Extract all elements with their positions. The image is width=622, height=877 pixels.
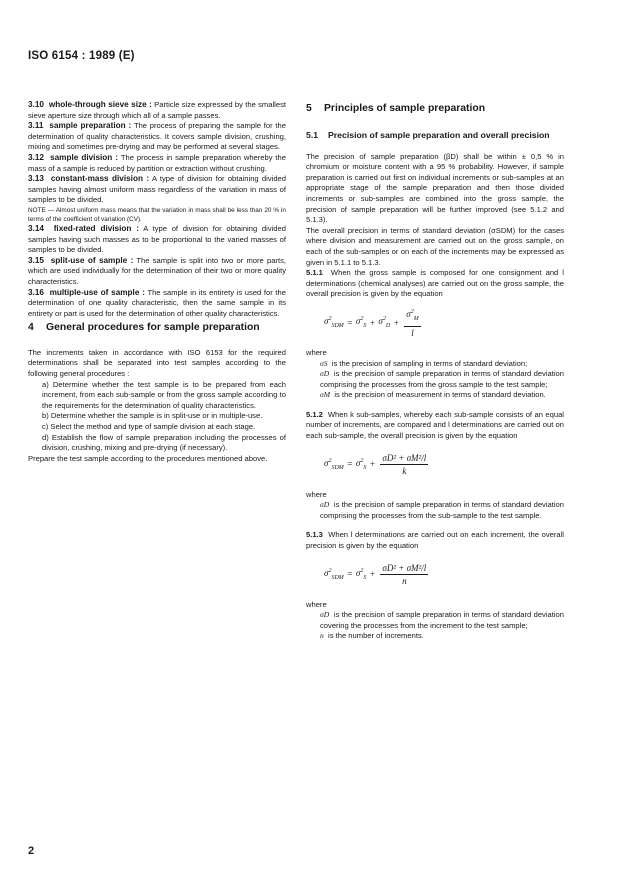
section-4-outro: Prepare the test sample according to the procedures mentioned above. — [28, 453, 268, 463]
section-4-intro: The increments taken in accordance with ISO 6153 for the required determinations shall be separated into test samples according to the following general procedures : — [28, 347, 286, 379]
section-5-1-para-2: The overall precision in terms of standard deviation (σSDM) for the cases where division and measurement are carried out on the gross sample, on each of the sub-samples or on each of the increments may be expressed as given in 5.1.1 to 5.1.3. — [306, 225, 564, 267]
equation-5-1-2: $\sigma^2_{SDM}$ = $\sigma^2_S$ + $\frac{\text{σD² + σM²/l}}{k}$ — [324, 452, 427, 477]
note: NOTE — Almost uniform mass means that the variation in mass shall be less than 20 % in terms of the coefficient of variation (CV). — [28, 206, 286, 223]
definition: σM is the precision of measurement in terms of standard deviation. — [320, 390, 546, 400]
term-3-12: 3.12 sample division : The process in sample preparation whereby the mass of a sample is reduced by partition or extraction without crushing. — [28, 152, 286, 173]
definition: n is the number of increments. — [320, 631, 424, 641]
term-3-13: 3.13 constant-mass division : A type of division for obtaining divided samples having almost uniform mass regardless of the variation in mass of samples to be divided. — [28, 174, 286, 205]
list-item: c) Select the method and type of sample division at each stage. — [42, 422, 256, 432]
section-5-heading: 5 Principles of sample preparation — [306, 103, 486, 114]
page-number: 2 — [28, 845, 35, 857]
term-3-11: 3.11 sample preparation : The process of preparing the sample for the determination of quality characteristics. It covers sample division, crushing, mixing and sometimes pre-drying and may be performed at several stages. — [28, 121, 286, 152]
term-3-16: 3.16 multiple-use of sample : The sample in its entirety is used for the determination of one quality characteristic, then the same sample in its entirety or part is used for the determination of other quality characteristics. — [28, 287, 286, 318]
section-4-heading: 4 General procedures for sample preparation — [28, 322, 260, 334]
section-5-1-para-1: The precision of sample preparation (βD) shall be within ± 0,5 % in chromium or moisture content with a 95 % probability. However, if sample preparation is carried out first on individual increments or sub-samples at an appropriate stage of the sample preparation and then those divided increments or sub-samples are combined into the gross sample, the precision of sample preparation will be further improved (see 5.1.2 and 5.1.3). — [306, 151, 564, 225]
document-header: ISO 6154 : 1989 (E) — [28, 50, 135, 62]
term-3-15: 3.15 split-use of sample : The sample is split into two or more parts, which are used individually for the determination of their two or more quality characteristics. — [28, 255, 286, 286]
equation-5-1-3: $\sigma^2_{SDM}$ = $\sigma^2_S$ + $\frac{\text{σD² + σM²/l}}{n}$ — [324, 562, 427, 587]
list-item: d) Establish the flow of sample preparation including the processes of division, crushing, mixing and pre-drying (if necessary). — [42, 432, 286, 453]
section-5-1-1-text: 5.1.1 When the gross sample is composed for one consignment and l determinations (chemical analyses) are carried out on the gross sample, the overall precision is given by the equation — [306, 268, 564, 299]
right-column — [306, 100, 564, 642]
section-5-1-heading: 5.1 Precision of sample preparation and overall precision — [306, 129, 550, 140]
where-label: where — [306, 347, 327, 357]
definition: σS is the precision of sampling in terms of standard deviation; — [320, 358, 528, 368]
section-5-1-3-text: 5.1.3 When l determinations are carried out on each increment, the overall precision is given by the equation — [306, 530, 564, 551]
left-column — [28, 100, 286, 464]
definition: σD is the precision of sample preparation in terms of standard deviation comprising the processes from the sub-sample to the test sample. — [320, 500, 564, 520]
list-item: a) Determine whether the test sample is to be prepared from each increment, from each sub-sample or from the gross sample according to the requirements for the determination of quality characteristics. — [42, 379, 286, 410]
section-5-1-2-text: 5.1.2 When k sub-samples, whereby each sub-sample consists of an equal number of increments, are compared and l determinations are carried out on each sub-sample, the overall precision is given by the equation — [306, 409, 564, 441]
where-label: where — [306, 599, 327, 609]
definition: σD is the precision of sample preparation in terms of standard deviation covering the processes from the increment to the test sample; — [320, 610, 564, 630]
term-3-14: 3.14 fixed-rated division : A type of division for obtaining divided samples having such masses as to be proportional to the varied masses of samples to be divided. — [28, 223, 286, 255]
list-item: b) Determine whether the sample is in split-use or in multiple-use. — [42, 411, 263, 421]
definition: σD is the precision of sample preparation in terms of standard deviation comprising the processes from the gross sample to the test sample; — [320, 369, 564, 389]
term-3-10: 3.10 whole-through sieve size : Particle size expressed by the smallest sieve aperture size through which all of a sample passes. — [28, 100, 286, 120]
equation-5-1-1: $\sigma^2_{SDM}$ = $\sigma^2_S$ + $\sigma^2_D$ + $\frac{\sigma^2_M}{l}$ — [324, 309, 419, 338]
where-label: where — [306, 489, 327, 499]
